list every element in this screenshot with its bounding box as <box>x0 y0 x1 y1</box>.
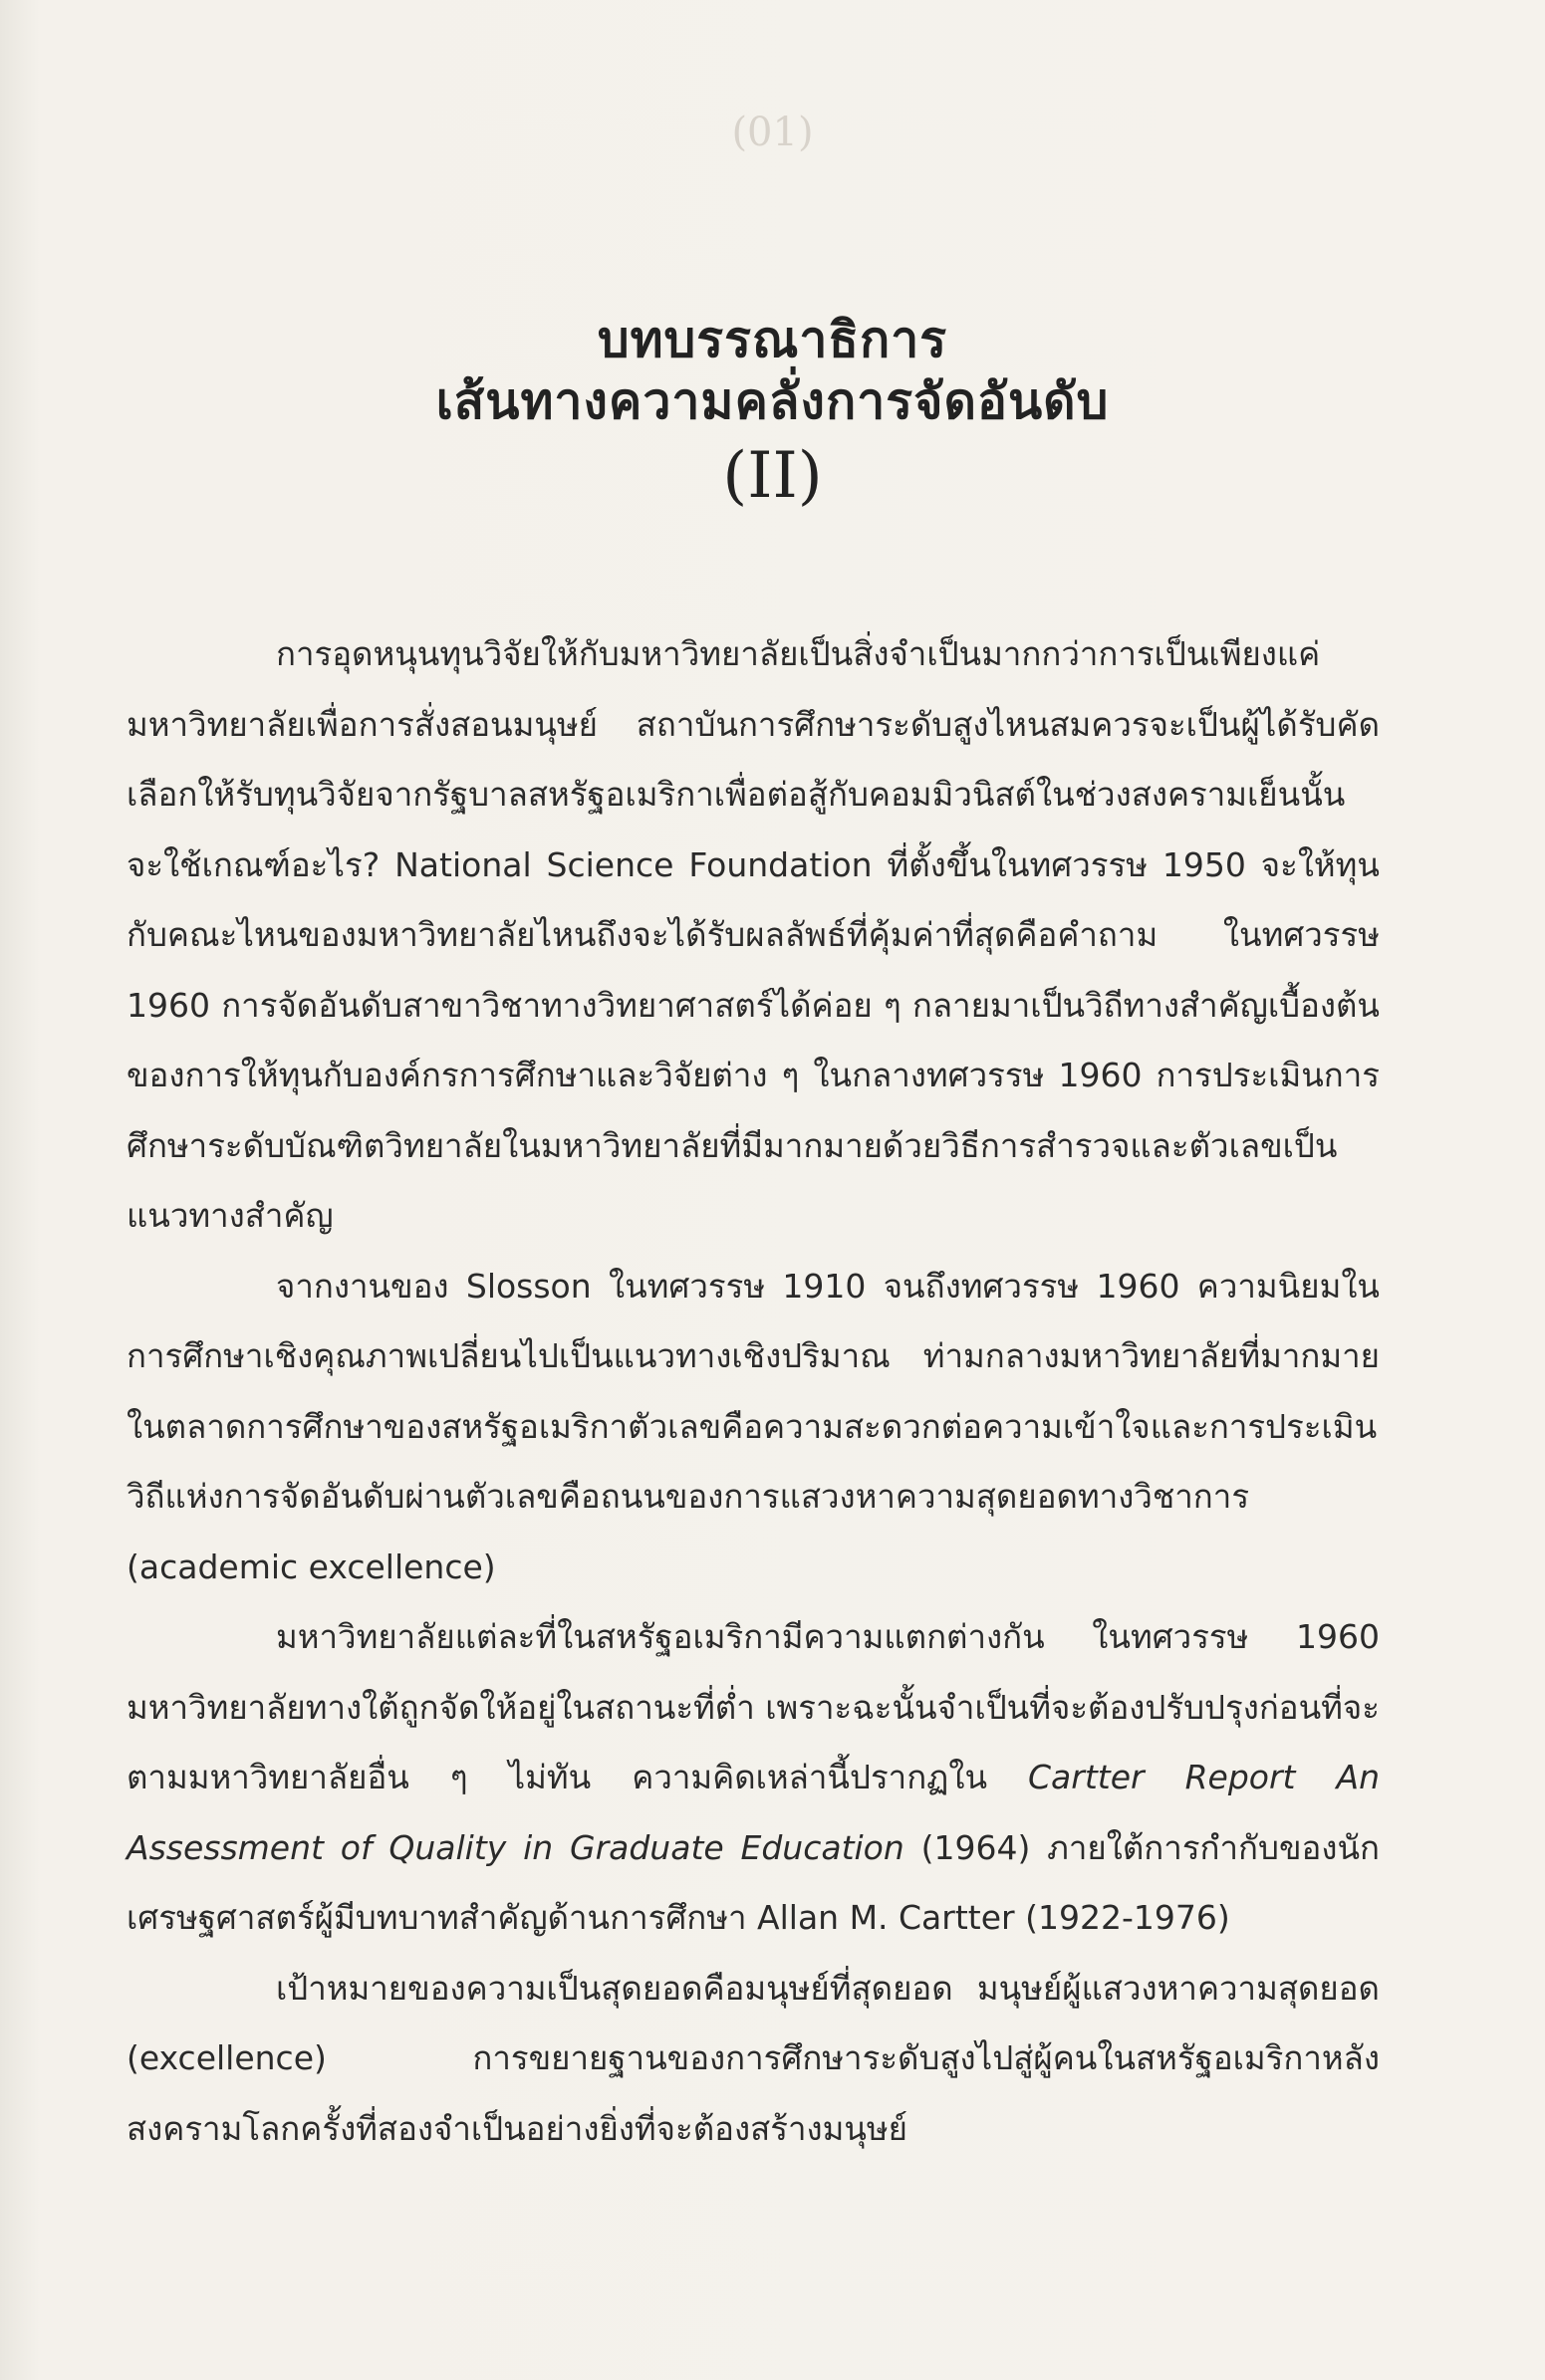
article-title: เส้นทางความคลั่งการจัดอันดับ <box>435 372 1110 430</box>
paragraph-3-text-after: (1964) ภายใต้การกำกับของนักเศรษฐศาสตร์ผู้มีบทบาทสำคัญด้านการศึกษา Allan M. Cartter (1922-1976) <box>127 1827 1381 1937</box>
section-title: บทบรรณาธิการ <box>597 311 948 368</box>
paragraph-1: การอุดหนุนทุนวิจัยให้กับมหาวิทยาลัยเป็นสิ่งจำเป็นมากกว่าการเป็นเพียงแค่มหาวิทยาลัยเพื่อการสั่งสอนมนุษย์ สถาบันการศึกษาระดับสูงไหนสมควรจะเป็นผู้ได้รับคัดเลือกให้รับทุนวิจัยจากรัฐบาลสหรัฐอเมริกาเพื่อต่อสู้กับคอมมิวนิสต์ในช่วงสงครามเย็นนั้นจะใช้เกณฑ์อะไร? National Science Foundation ที่ตั้งขึ้นในทศวรรษ 1950 จะให้ทุนกับคณะไหนของมหาวิทยาลัยไหนถึงจะได้รับผลลัพธ์ที่คุ้มค่าที่สุดคือคำถาม ในทศวรรษ 1960 การจัดอันดับสาขาวิชาทางวิทยาศาสตร์ได้ค่อย ๆ กลายมาเป็นวิถีทางสำคัญเบื้องต้นของการให้ทุนกับองค์กรการศึกษาและวิจัยต่าง ๆ ในกลางทศวรรษ 1960 การประเมินการศึกษาระดับบัณฑิตวิทยาลัยในมหาวิทยาลัยที่มีมากมายด้วยวิธีการสำรวจและตัวเลขเป็นแนวทางสำคัญ <box>127 634 1380 1235</box>
paragraph-2: จากงานของ Slosson ในทศวรรษ 1910 จนถึงทศวรรษ 1960 ความนิยมในการศึกษาเชิงคุณภาพเปลี่ยนไปเป็นแนวทางเชิงปริมาณ ท่ามกลางมหาวิทยาลัยที่มากมายในตลาดการศึกษาของสหรัฐอเมริกาตัวเลขคือความสะดวกต่อความเข้าใจและการประเมิน วิถีแห่งการจัดอันดับผ่านตัวเลขคือถนนของการแสวงหาความสุดยอดทางวิชาการ (academic excellence) <box>127 1266 1380 1586</box>
paragraph-4: เป้าหมายของความเป็นสุดยอดคือมนุษย์ที่สุดยอด มนุษย์ผู้แสวงหาความสุดยอด (excellence) การขยายฐานของการศึกษาระดับสูงไปสู่ผู้คนในสหรัฐอเมริกาหลังสงครามโลกครั้งที่สองจำเป็นอย่างยิ่งที่จะต้องสร้างมนุษย์ <box>127 1968 1380 2148</box>
article-body <box>127 619 1380 2164</box>
paragraph-3 <box>127 1602 1380 1954</box>
editorial-header <box>0 309 1545 520</box>
part-number: (II) <box>722 439 823 513</box>
page-number: (01) <box>731 110 814 155</box>
report-title: Cartter Report An Assessment of Quality in Graduate Education <box>127 1758 1380 1867</box>
paragraph-3-text-before: มหาวิทยาลัยแต่ละที่ในสหรัฐอเมริกามีความแตกต่างกัน ในทศวรรษ 1960 มหาวิทยาลัยทางใต้ถูกจัดให้อยู่ในสถานะที่ต่ำ เพราะฉะนั้นจำเป็นที่จะต้องปรับปรุงก่อนที่จะตามมหาวิทยาลัยอื่น ๆ ไม่ทัน ความคิดเหล่านี้ปรากฏใน <box>127 1617 1380 1796</box>
